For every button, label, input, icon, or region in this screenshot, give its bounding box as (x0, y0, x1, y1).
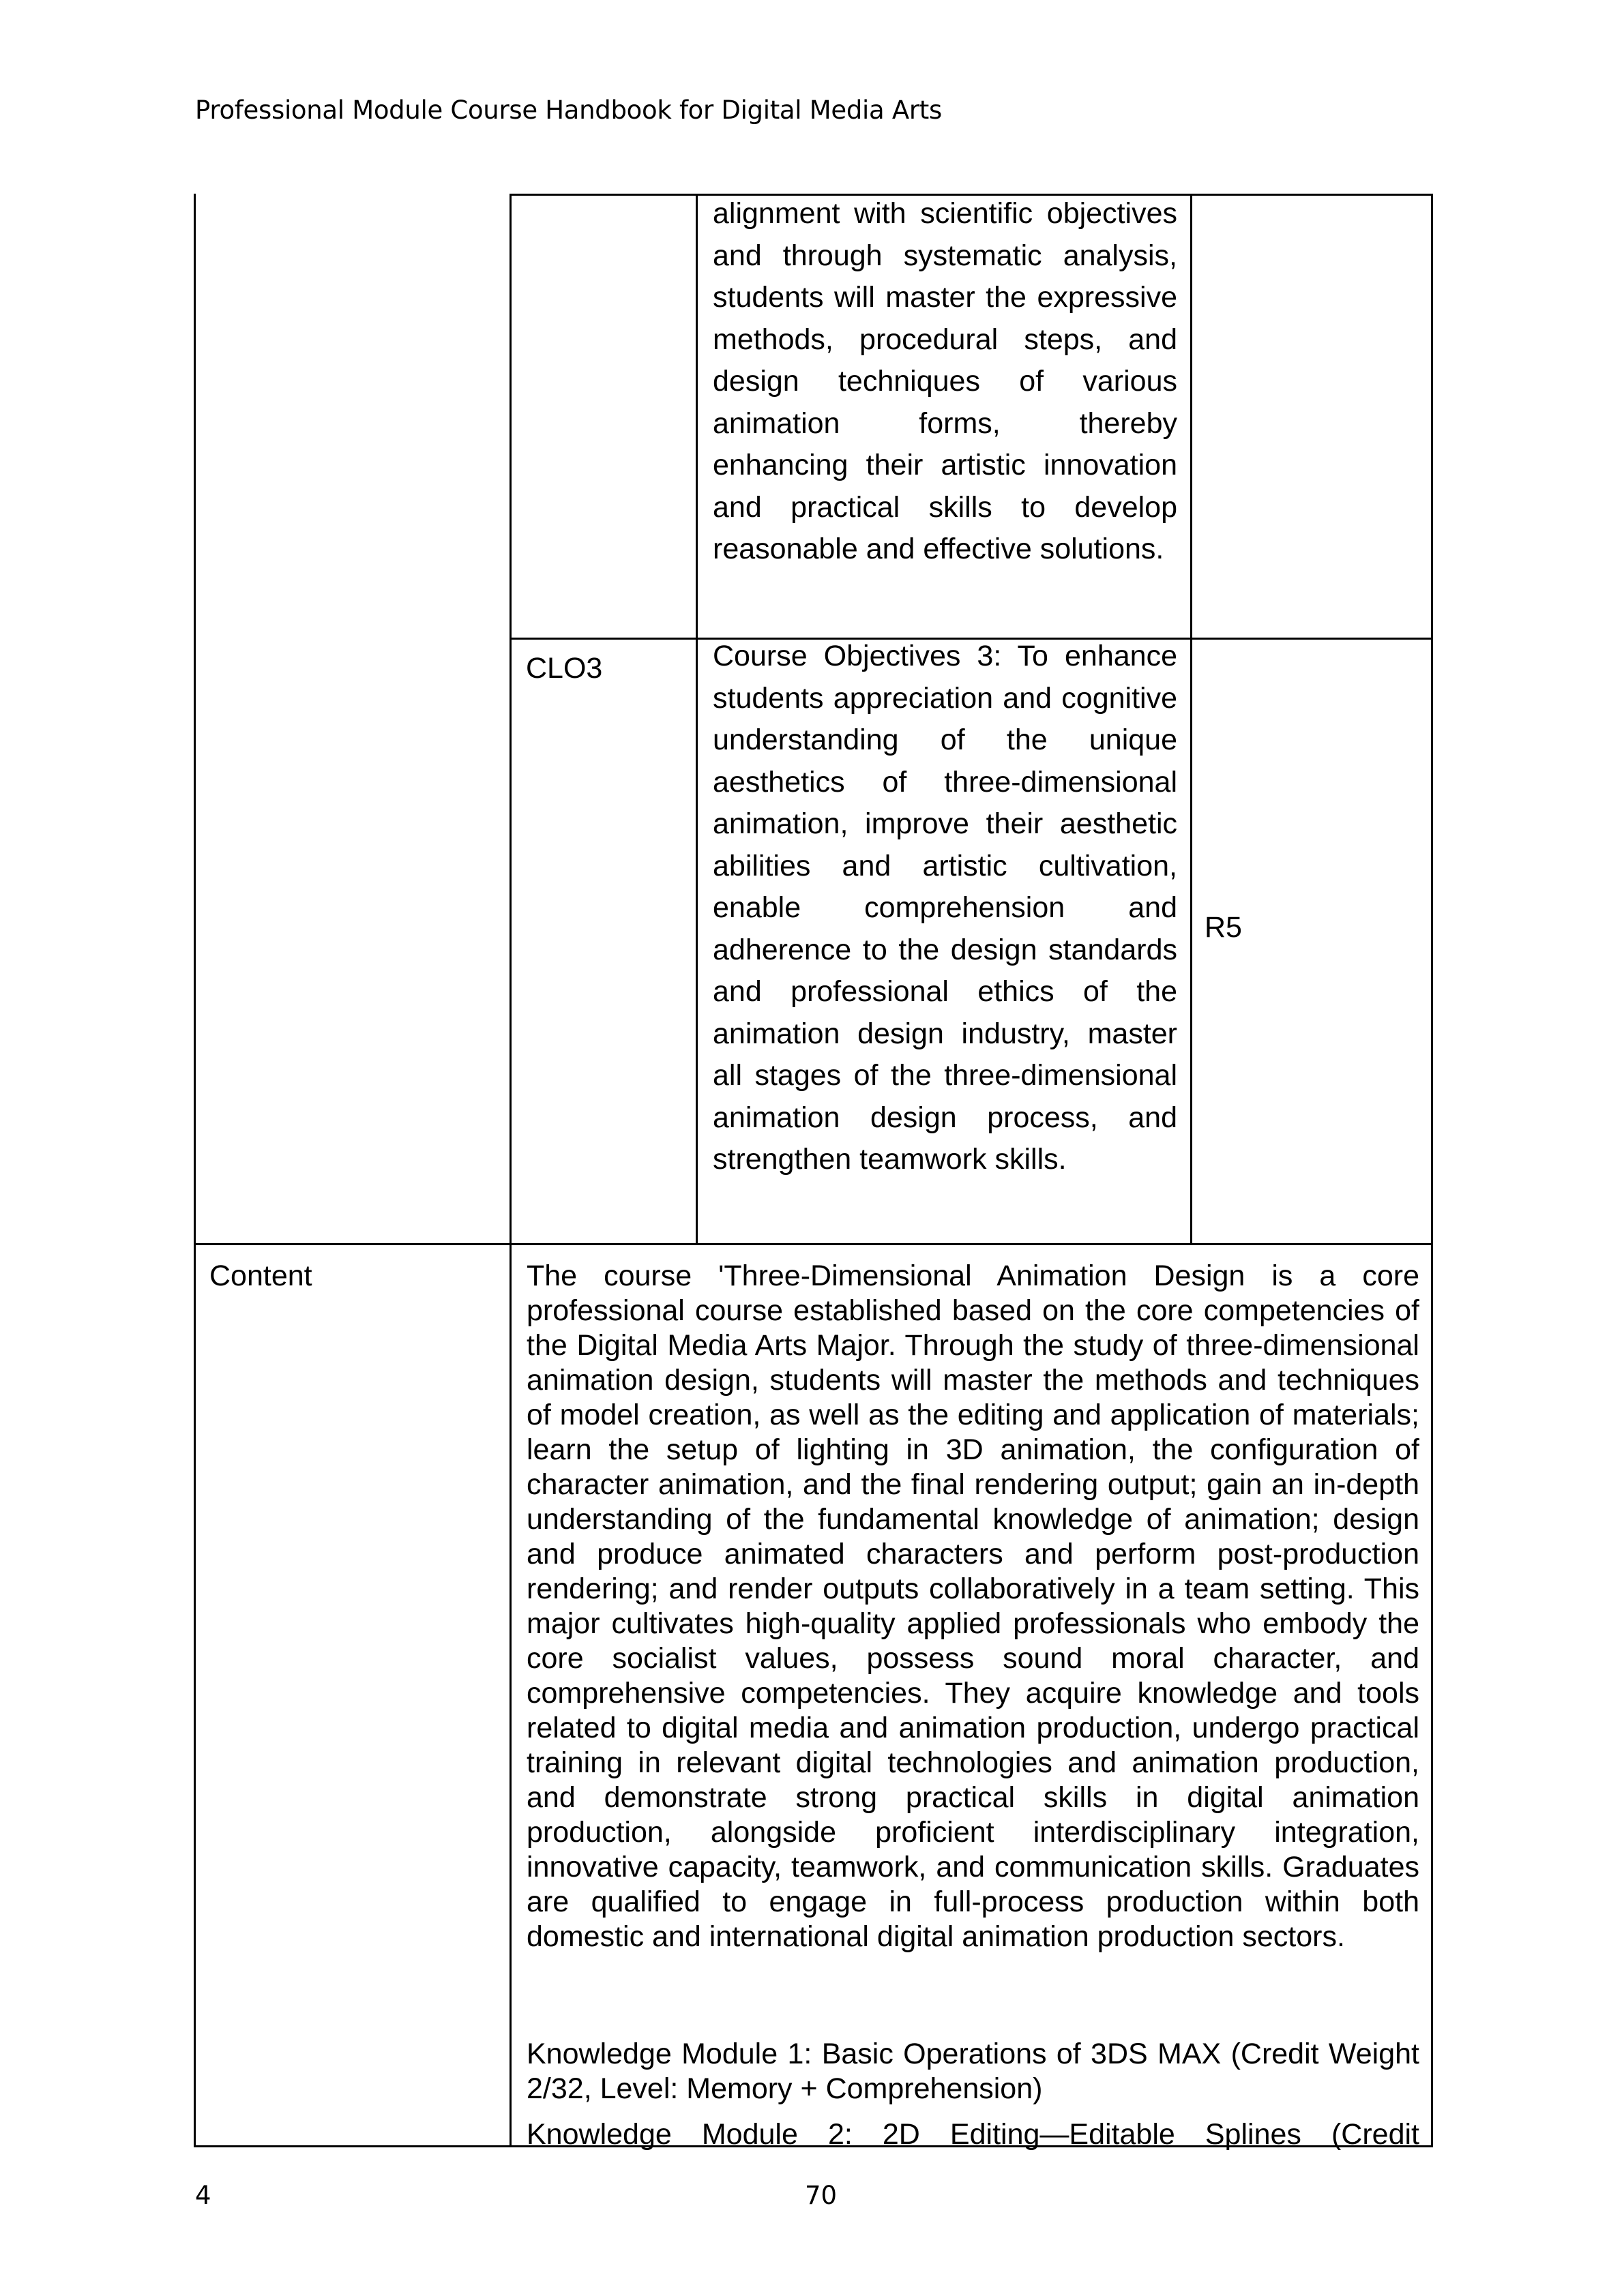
clo3-code: CLO3 (526, 652, 603, 685)
content-label: Content (209, 1259, 312, 1292)
footer-left-number: 4 (195, 2181, 211, 2210)
table-border-left (194, 194, 196, 2147)
clo3-description: Course Objectives 3: To enhance students appreciation and cognitive understanding of the unique aesthetics of three-dimensional animation, improve their aesthetic abilities and artistic cultivation, enable comprehension and adherence to the design standards and professional ethics of the animation design industry, master all stages of the three-dimensional animation design process, and strengthen teamwork skills. (713, 640, 1177, 1176)
page-header: Professional Module Course Handbook for Digital Media Arts (195, 95, 942, 125)
clo2-description-continued: alignment with scientific objectives and through systematic analysis, students will master the expressive methods, procedural steps, and design techniques of various animation forms, thereby enhancing their artistic innovation and practical skills to develop reasonable and effective solutions. (713, 197, 1177, 565)
clo3-mapping: R5 (1205, 911, 1242, 944)
table-divider-code (696, 194, 698, 1244)
table-border-right (1431, 194, 1433, 2147)
knowledge-module-2: Knowledge Module 2: 2D Editing—Editable Splines (Credit (527, 2118, 1419, 2151)
knowledge-module-1: Knowledge Module 1: Basic Operations of 3DS MAX (Credit Weight 2/32, Level: Memory + Comprehension) (527, 2038, 1419, 2105)
page-number: 70 (805, 2181, 838, 2210)
table-divider-label (510, 194, 512, 2147)
table-divider-mapping (1190, 194, 1192, 1244)
row-divider-content (194, 1243, 1433, 1245)
content-paragraph: The course 'Three-Dimensional Animation Design is a core professional course established based on the core competencies of the Digital Media Arts Major. Through the study of three-dimensional animation design, students will master the methods and techniques of model creation, as well as the editing and application of materials; learn the setup of lighting in 3D animation, the configuration of character animation, and the final rendering output; gain an in-depth understanding of the fundamental knowledge of animation; design and produce animated characters and perform post-production rendering; and render outputs collaboratively in a team setting. This major cultivates high-quality applied professionals who embody the core socialist values, possess sound moral character, and comprehensive competencies. They acquire knowledge and tools related to digital media and animation production, undergo practical training in relevant digital technologies and animation production, and demonstrate strong practical skills in digital animation production, alongside proficient interdisciplinary integration, innovative capacity, teamwork, and communication skills. Graduates are qualified to engage in full-process production within both domestic and international digital animation production sectors. (527, 1259, 1419, 1953)
